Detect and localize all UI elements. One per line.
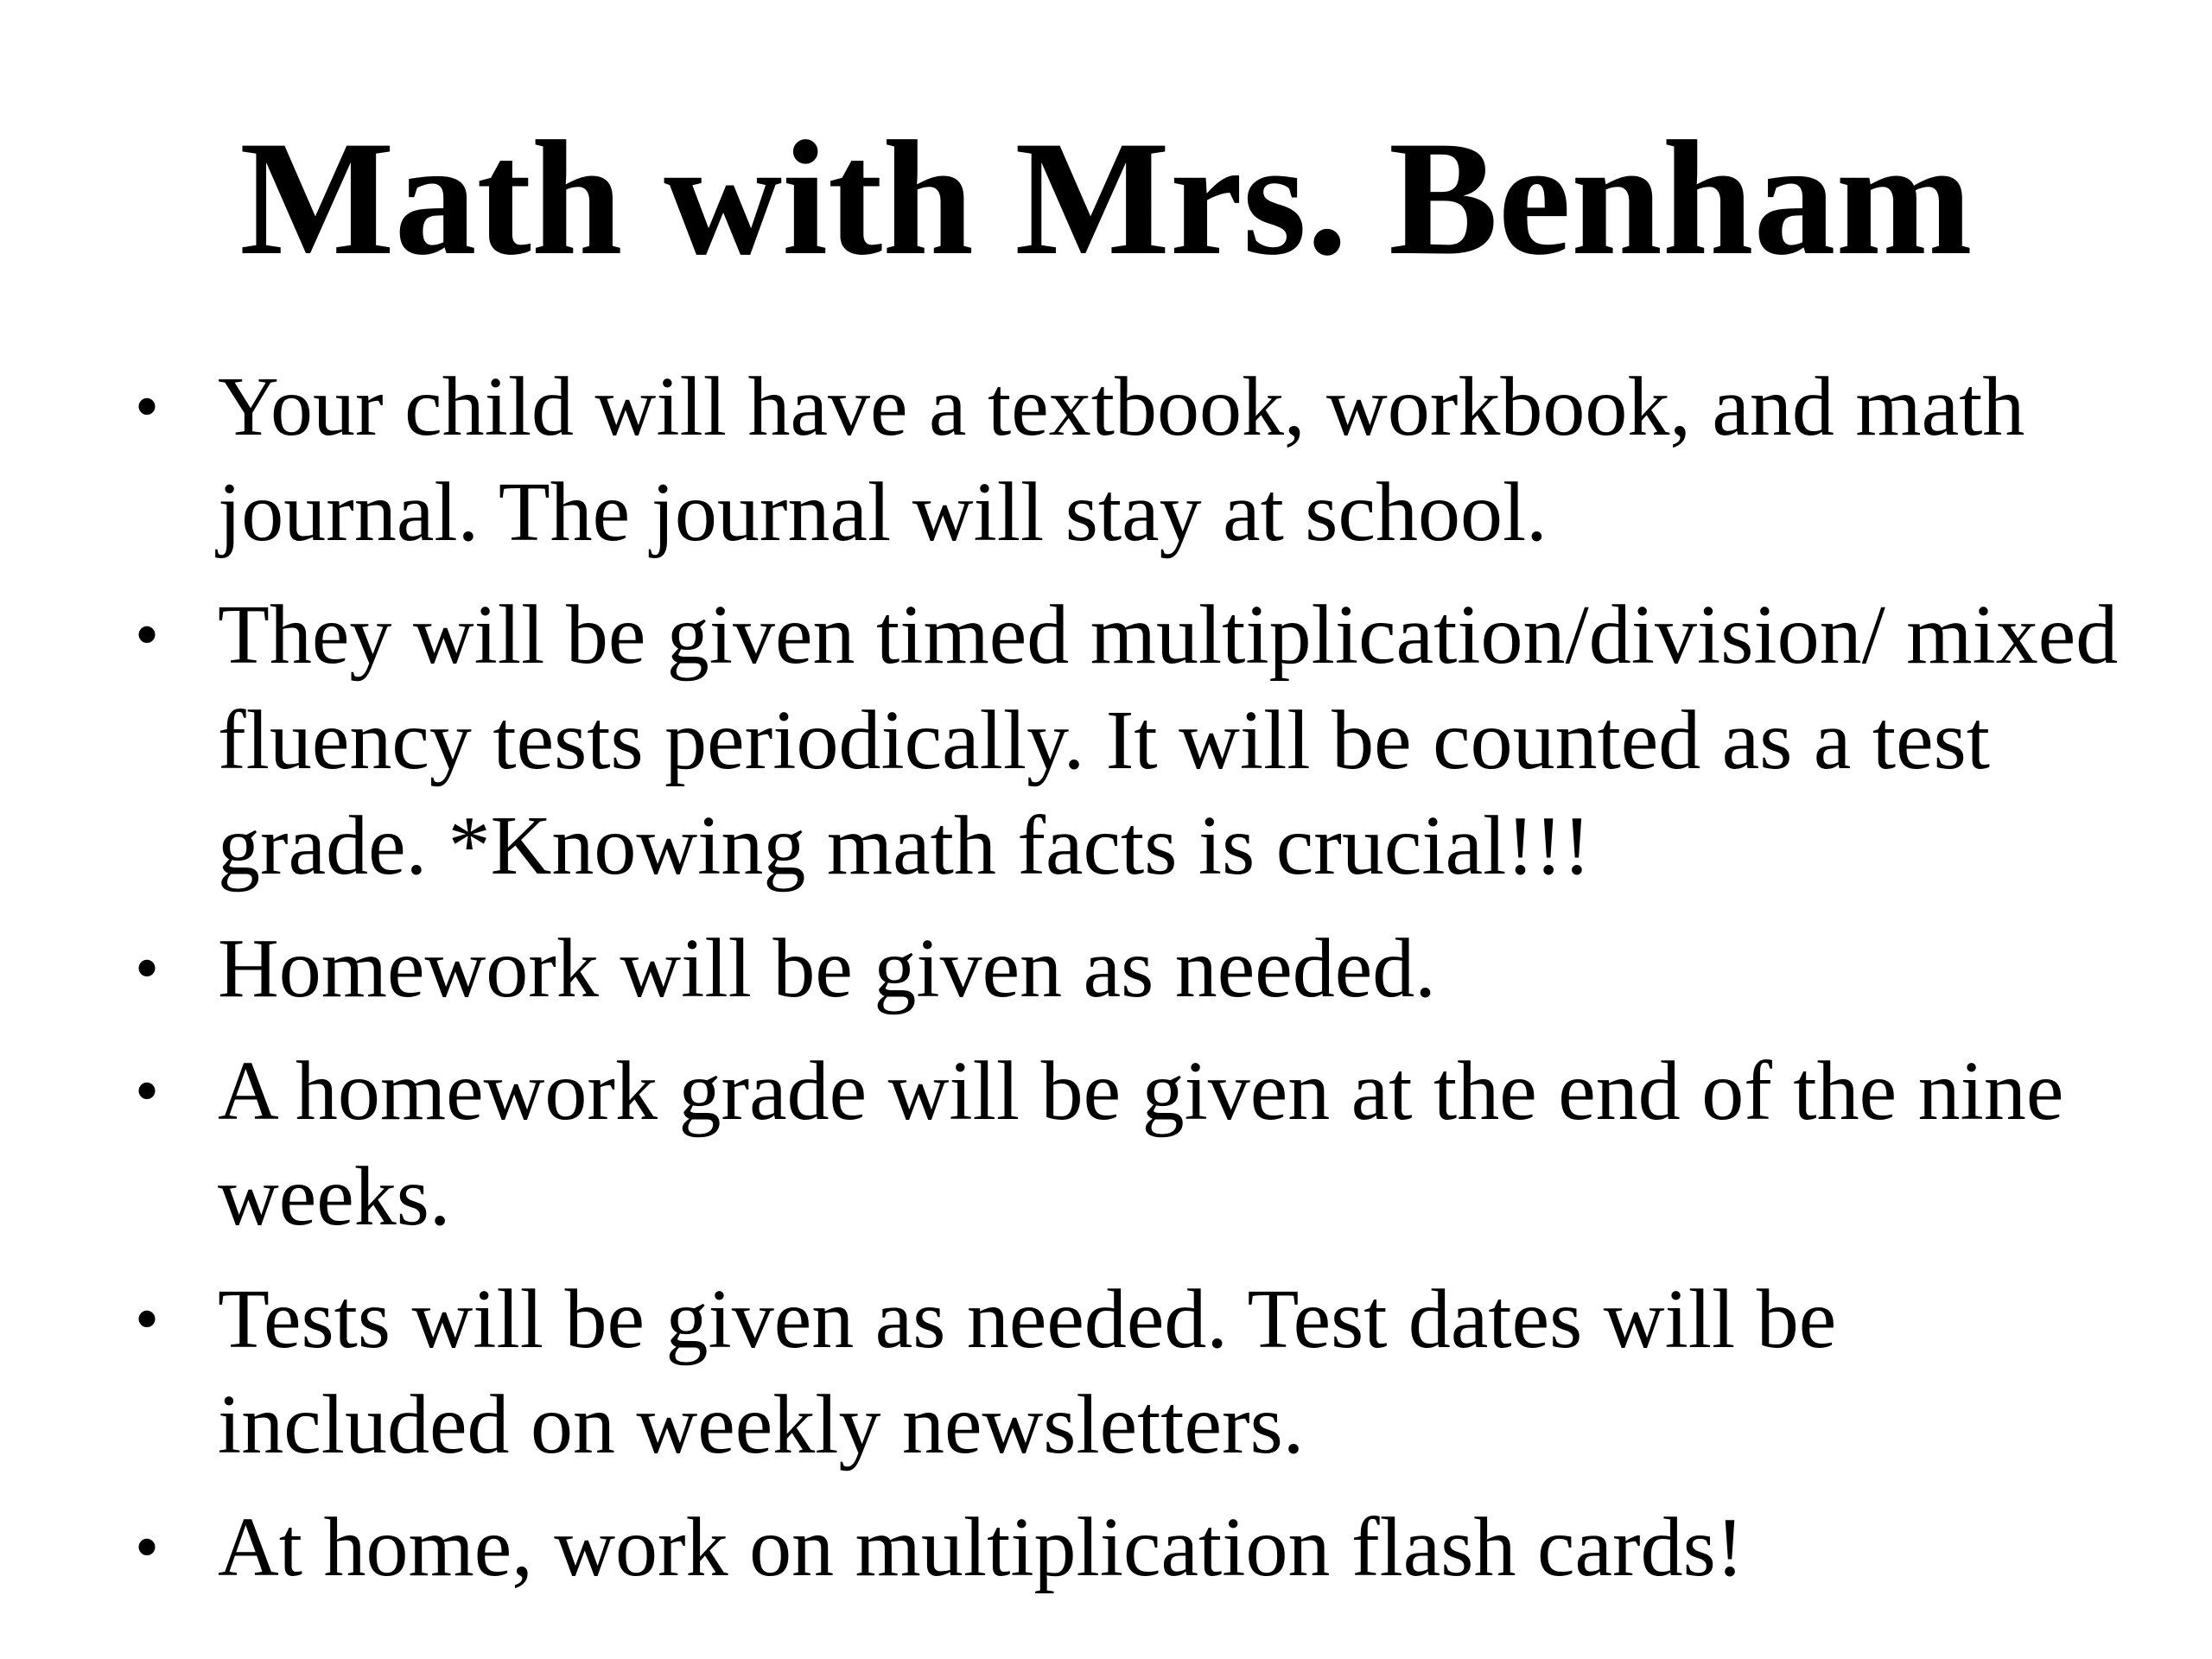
bullet-text: Tests will be given as needed. Test dates will be included on weekly newsletters.: [218, 1273, 1837, 1471]
bullet-text: They will be given timed multiplication/division/ mixed fluency tests periodically. It will be counted as a test grade. *Knowing math facts is crucial!!!: [218, 588, 2119, 893]
bullet-text: At home, work on multiplication flash cards!: [218, 1501, 1745, 1594]
bullet-icon: •: [135, 931, 160, 1007]
bullet-list: [130, 354, 2143, 1618]
bullet-icon: •: [135, 1053, 160, 1129]
bullet-icon: •: [135, 597, 160, 673]
bullet-item-textbooks: [130, 354, 2143, 565]
bullet-item-fluency-tests: [130, 582, 2143, 899]
bullet-icon: •: [135, 1281, 160, 1357]
bullet-text: Homework will be given as needed.: [218, 922, 1436, 1015]
bullet-text: A homework grade will be given at the end of the nine weeks.: [218, 1045, 2064, 1243]
bullet-text: Your child will have a textbook, workbook, and math journal. The journal will stay at school.: [218, 360, 2025, 559]
bullet-icon: •: [135, 369, 160, 445]
bullet-item-homework: [130, 916, 2143, 1021]
bullet-item-tests: [130, 1267, 2143, 1478]
bullet-icon: •: [135, 1510, 160, 1586]
bullet-item-flash-cards: [130, 1495, 2143, 1600]
bullet-item-homework-grade: [130, 1039, 2143, 1249]
slide-title: Math with Mrs. Benham: [239, 108, 1973, 289]
